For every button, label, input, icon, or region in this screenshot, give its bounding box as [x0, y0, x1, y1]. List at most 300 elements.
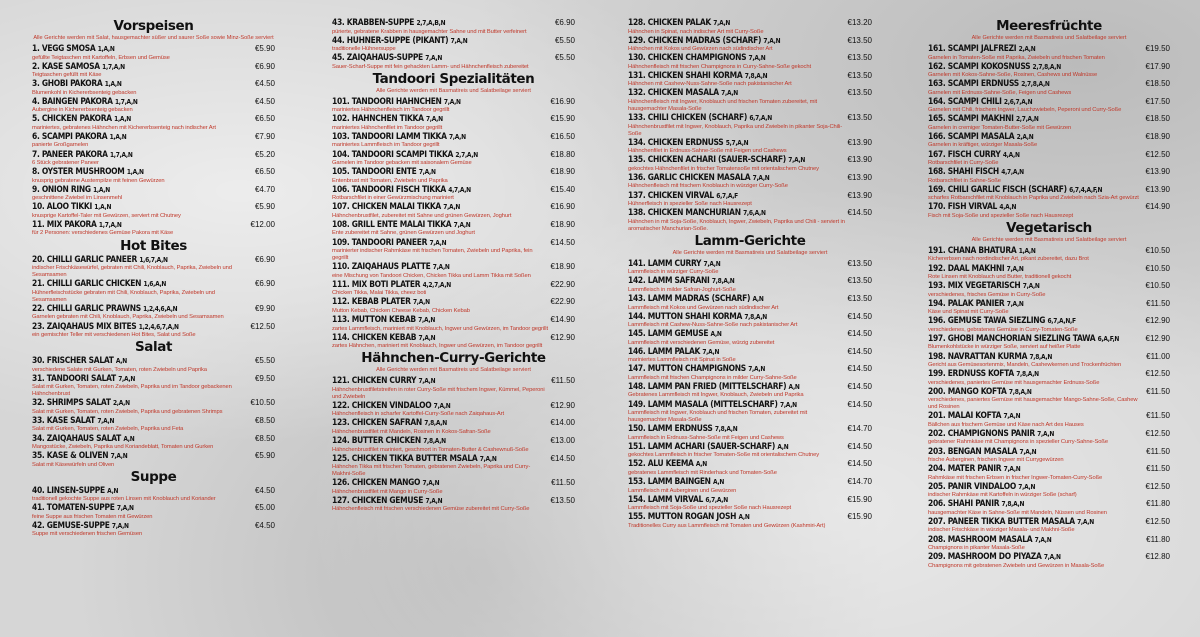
- allergen-codes: 2,A,N: [112, 399, 130, 408]
- menu-item-name: 207. PANEER TIKKA BUTTER MASALA: [928, 516, 1075, 526]
- allergen-codes: 1,7,A,N: [109, 150, 133, 159]
- menu-item-name: 205. PANIR VINDALOO: [928, 481, 1016, 491]
- menu-item-description: eine Mischung von Tandoori Chicken, Chicken Tikka und Lamm Tikka mit Soßen: [332, 272, 531, 279]
- menu-item: [332, 53, 575, 71]
- menu-item-description: Rotbarschfilet in Curry-Soße: [928, 160, 999, 167]
- menu-item-price: €14.50: [550, 453, 575, 463]
- allergen-codes: 5,7,A,N: [725, 138, 749, 147]
- menu-item-name: 32. SHRIMPS SALAT: [32, 398, 111, 408]
- menu-item-description: Garnelen in Tomaten-Soße mit Paprika, Zwiebeln und frischen Tomaten: [928, 54, 1105, 61]
- menu-item-title: [32, 322, 249, 333]
- menu-item: [628, 400, 872, 425]
- menu-item-title: [628, 477, 846, 488]
- menu-item-title: [928, 114, 1144, 125]
- menu-item-price: €5.90: [254, 451, 275, 461]
- menu-item-price: €6.50: [254, 114, 275, 124]
- menu-item-title: [628, 382, 846, 393]
- menu-item-price: €12.50: [1145, 369, 1170, 379]
- allergen-codes: 7,8,A,N: [711, 277, 735, 286]
- menu-item-name: 132. CHICKEN MASALA: [628, 88, 719, 98]
- menu-item: [32, 255, 275, 280]
- menu-item-title: [332, 418, 549, 429]
- menu-item: [332, 376, 575, 401]
- allergen-codes: 4,2,7,A,N: [422, 280, 451, 289]
- menu-item-name: 5. CHICKEN PAKORA: [32, 114, 112, 124]
- menu-item-name: 149. LAMM MASALA (MITTELSCHARF): [628, 399, 778, 409]
- menu-item-name: 121. CHICKEN CURRY: [332, 376, 417, 386]
- allergen-codes: 7,8,A,N: [423, 437, 446, 446]
- menu-section: [32, 238, 275, 340]
- menu-item-description: Suppe mit verschiedenen frischen Gemüsen: [32, 531, 143, 538]
- menu-item-price: €17.90: [1145, 61, 1170, 71]
- menu-item-description: Rotbarschfilet in einer Gewürzmischung mariniert: [332, 195, 454, 202]
- menu-item-name: 136. GARLIC CHICKEN MASALA: [628, 172, 751, 182]
- allergen-codes: 7,8,A,N: [1029, 352, 1053, 361]
- allergen-codes: 7,A,N: [418, 316, 435, 324]
- menu-item: [32, 220, 275, 238]
- menu-item-title: [928, 429, 1144, 440]
- menu-item-title: [332, 496, 549, 507]
- menu-item-price: €4.50: [254, 79, 275, 89]
- menu-item-price: €11.50: [1146, 386, 1170, 396]
- menu-item-title: [928, 264, 1144, 275]
- allergen-codes: 7,A,N: [1006, 299, 1024, 308]
- menu-item-title: [928, 517, 1144, 528]
- menu-item-name: 135. CHICKEN ACHARI (SAUER-SCHARF): [628, 155, 786, 165]
- menu-item-name: 146. LAMM PALAK: [628, 346, 701, 356]
- menu-item-title: [32, 416, 249, 427]
- menu-item: [928, 552, 1170, 570]
- allergen-codes: 7,8,A,N: [1008, 387, 1032, 396]
- menu-item-title: [32, 486, 249, 497]
- menu-item-name: 129. CHICKEN MADRAS (SCHARF): [628, 35, 762, 45]
- menu-item: [32, 44, 275, 62]
- menu-item-price: €14.90: [550, 315, 575, 324]
- allergen-codes: 7,A,N: [788, 156, 806, 165]
- menu-item: [332, 436, 575, 454]
- menu-item: [928, 150, 1170, 168]
- menu-item: [332, 18, 575, 36]
- allergen-codes: 7,8,A,N: [1001, 500, 1025, 509]
- menu-item-price: €5.00: [254, 503, 275, 513]
- menu-item: [628, 36, 872, 54]
- menu-item: [32, 185, 275, 203]
- menu-item: [332, 478, 575, 496]
- menu-item-name: 113. MUTTON KEBAB: [332, 315, 416, 324]
- menu-item: [628, 276, 872, 294]
- menu-item: [928, 517, 1170, 535]
- menu-item-price: €14.50: [847, 399, 872, 409]
- menu-item-description: verschiedenes, frisches Gemüse in Curry-Soße: [928, 291, 1046, 298]
- menu-item-description: Rotbarschfilet in Sahne-Soße: [928, 177, 1001, 184]
- menu-item-price: €11.50: [551, 478, 575, 488]
- allergen-codes: 1,6,A,N: [143, 280, 167, 289]
- menu-item-description: Hähnchenfleisch mit frischen Champignons in Curry-Sahne-Soße gekocht: [628, 63, 811, 70]
- menu-item-price: €13.90: [847, 155, 872, 165]
- menu-item: [628, 382, 872, 400]
- allergen-codes: 7,8,A,N: [714, 425, 738, 434]
- allergen-codes: 1,A,N: [114, 115, 131, 124]
- menu-item-name: 35. KÄSE & OLIVEN: [32, 451, 109, 461]
- menu-item-price: €11.50: [1146, 464, 1170, 474]
- allergen-codes: 7,A,N: [703, 259, 721, 268]
- menu-item-description: Salat mit Gurken, Tomaten, roten Zwiebeln, Paprika und im Tandoor gebackenen Hähnchenbrust: [32, 384, 232, 398]
- menu-item-name: 114. CHICKEN KEBAB: [332, 332, 417, 342]
- menu-item-title: [628, 294, 846, 305]
- menu-item-description: Käse und Spinat mit Curry-Soße: [928, 309, 1009, 316]
- menu-item-price: €13.20: [847, 18, 872, 27]
- menu-item-description: zartes Lammfleisch, mariniert mit Knoblauch, Ingwer und Gewürzen, im Tandoor gegrillt: [332, 325, 548, 332]
- menu-section: [628, 233, 872, 530]
- menu-item-price: €11.80: [1146, 534, 1170, 544]
- menu-item-name: 141. LAMM CURRY: [628, 258, 702, 268]
- menu-item-description: Gebratenes Lammfleisch mit Ingwer, Knoblauch, Zwiebeln und Paprika: [628, 392, 804, 399]
- menu-item-price: €10.50: [1145, 281, 1170, 291]
- menu-item-description: mariniertes Hähnchenfleisch im Tandoor gegrillt: [332, 107, 450, 114]
- menu-item-name: 106. TANDOORI FISCH TIKKA: [332, 184, 446, 194]
- section-subtitle: Alle Gerichte werden mit Basmatireis und Salatbeilage serviert: [971, 35, 1127, 41]
- menu-item-title: [928, 150, 1144, 161]
- menu-item-price: €12.50: [1145, 428, 1170, 438]
- allergen-codes: 7,A,N: [763, 36, 781, 45]
- menu-item-description: gekochtes Lammfleisch in frischer Tomaten-Soße mit orientalischem Chutney: [628, 452, 820, 459]
- section-title: Hot Bites: [120, 237, 187, 254]
- allergen-codes: 7,A,N: [418, 333, 436, 342]
- allergen-codes: 7,A,N: [443, 97, 461, 106]
- allergen-codes: 1,A,N: [104, 80, 122, 89]
- menu-item-name: 137. CHICKEN VIRVAL: [628, 190, 714, 200]
- menu-item-name: 107. CHICKEN MALAI TIKKA: [332, 202, 441, 212]
- menu-item-price: €14.50: [847, 441, 872, 451]
- menu-item-price: €16.90: [550, 96, 575, 106]
- allergen-codes: A,N: [788, 382, 800, 391]
- menu-item-name: 103. TANDOORI LAMM TIKKA: [332, 131, 447, 141]
- menu-item-description: Lammfleisch mit frischen Champignons in milder Curry-Sahne-Soße: [628, 374, 797, 381]
- menu-item-title: [332, 454, 549, 465]
- menu-item-name: 142. LAMM SAFRANI: [628, 276, 710, 286]
- menu-item-name: 166. SCAMPI MASALA: [928, 131, 1015, 141]
- menu-item-price: €13.90: [847, 190, 872, 200]
- allergen-codes: 1,7,A,N: [114, 97, 138, 106]
- menu-item-description: Lammfleisch in Erdnuss-Sahne-Soße mit Feigen und Cashews: [628, 434, 784, 441]
- allergen-codes: 1,6,7,A,N: [139, 255, 168, 264]
- allergen-codes: 4,7,A,N: [1001, 168, 1024, 177]
- menu-item-title: [332, 262, 549, 273]
- menu-item-name: 130. CHICKEN CHAMPIGNONS: [628, 53, 747, 63]
- menu-item-description: Hähnchenfleisch mit frischem Knoblauch in würziger Curry-Soße: [628, 183, 788, 190]
- menu-item-description: Hühnerfleischstücke gebraten mit Chili, Knoblauch, Paprika, Zwiebeln und Sesamsamen: [32, 289, 215, 303]
- menu-item-title: [332, 401, 549, 412]
- menu-item-description: Blumenkohlstücke in würziger Soße, serviert auf heißer Platte: [928, 344, 1081, 351]
- menu-item-title: [628, 173, 846, 184]
- menu-item-description: hausgemachter Käse in Sahne-Soße mit Mandeln, Nüssen und Rosinen: [928, 509, 1107, 516]
- allergen-codes: 7,A,N: [702, 347, 720, 356]
- menu-section: [332, 71, 575, 350]
- menu-item-description: verschiedenes, gebratenes Gemüse in Curry-Tomaten-Soße: [928, 326, 1078, 333]
- menu-item-name: 161. SCAMPI JALFREZI: [928, 44, 1017, 53]
- menu-item: [928, 44, 1170, 62]
- menu-item: [32, 451, 275, 469]
- allergen-codes: 1,A,N: [109, 132, 127, 141]
- menu-item: [628, 113, 872, 138]
- menu-item-name: 191. CHANA BHATURA: [928, 245, 1017, 255]
- menu-item-title: [628, 424, 846, 435]
- menu-item: [32, 356, 275, 374]
- menu-item-price: €13.50: [847, 113, 872, 123]
- menu-item: [928, 316, 1170, 334]
- allergen-codes: 1,2,4,6,7,A,N: [138, 322, 179, 331]
- menu-item-price: €14.50: [847, 311, 872, 321]
- menu-item-price: €13.50: [847, 276, 872, 286]
- menu-item-title: [628, 259, 846, 270]
- allergen-codes: 7,A,N: [116, 504, 134, 513]
- menu-item-description: Lammfleisch mit Ingwer, Knoblauch und frischen Tomaten, zubereitet mit hausgemachter Masala-Soße: [628, 410, 808, 424]
- menu-item-title: [928, 167, 1144, 178]
- menu-item-name: 125. CHICKEN TIKKA BUTTER MSALA: [332, 453, 478, 463]
- menu-item-description: scharfes Rotbarschfilet mit Knoblauch in Paprika und Zwiebeln nach Szia-Art gewürzt: [928, 195, 1139, 202]
- menu-item-name: 151. LAMM ACHARI (SAUER-SCHARF): [628, 441, 776, 451]
- allergen-codes: 7,A,N: [1043, 553, 1061, 562]
- menu-item-description: Hühnerfleisch in spezieller Soße nach Hausrezept: [628, 201, 752, 208]
- menu-item-description: traditionell gekochte Suppe aus roten Linsen mit Knoblauch und Koriander: [32, 496, 216, 503]
- menu-item-price: €14.90: [1145, 202, 1170, 212]
- menu-item: [928, 499, 1170, 517]
- menu-item-name: 41. TOMATEN-SUPPE: [32, 503, 115, 513]
- allergen-codes: 7,A,N: [418, 168, 436, 177]
- menu-item-title: [928, 62, 1144, 73]
- menu-item-name: 30. FRISCHER SALAT: [32, 356, 114, 366]
- menu-item-title: [928, 552, 1144, 563]
- menu-column-4: [928, 18, 1170, 570]
- menu-item-title: [332, 220, 549, 231]
- menu-item-description: frische Auberginen, frischen Ingwer mit Currygewürzen: [928, 457, 1064, 464]
- menu-item: [332, 238, 575, 263]
- menu-item-title: [628, 53, 846, 64]
- menu-item-price: €13.00: [550, 436, 575, 446]
- allergen-codes: 7,A,N: [1018, 482, 1036, 491]
- allergen-codes: 7,8,A,N: [744, 312, 767, 321]
- menu-item-title: [928, 447, 1144, 458]
- menu-item-title: [928, 299, 1144, 310]
- allergen-codes: 7,A,N: [752, 173, 770, 182]
- menu-item-price: €4.50: [254, 485, 275, 495]
- menu-item-name: 165. SCAMPI MAKHNI: [928, 114, 1014, 124]
- menu-item-price: €9.50: [254, 373, 275, 383]
- menu-item-description: Hähnchenbrustfilet, zubereitet mit Sahne und grünen Gewürzen, Joghurt: [332, 212, 512, 219]
- menu-item-description: Hähnchen Tikka mit frischen Tomaten, gebratenen Zwiebeln, Paprika und Curry-Makhni-Soße: [332, 464, 531, 478]
- menu-item-title: [628, 459, 846, 470]
- menu-item-name: 133. CHILI CHICKEN (SCHARF): [628, 113, 747, 123]
- section-title: Meeresfrüchte: [996, 18, 1102, 34]
- allergen-codes: 7,A,N: [433, 401, 451, 410]
- menu-item: [628, 71, 872, 89]
- menu-item-title: [928, 185, 1144, 196]
- menu-item: [32, 374, 275, 399]
- menu-item-title: [628, 208, 846, 219]
- menu-item-price: €4.50: [254, 520, 275, 530]
- menu-item-title: [32, 451, 249, 462]
- menu-item-name: 143. LAMM MADRAS (SCHARF): [628, 294, 751, 303]
- menu-item-title: [628, 36, 846, 47]
- allergen-codes: A,N: [695, 460, 707, 469]
- menu-item-price: €18.90: [550, 219, 575, 229]
- menu-item-description: knusprig gebratene Austernpilze mit feinen Gewürzen: [32, 177, 165, 184]
- allergen-codes: A,N: [115, 357, 127, 366]
- menu-item-description: mariniertes Lammfleisch im Tandoor gegrillt: [332, 142, 440, 149]
- allergen-codes: 7,A,N: [432, 263, 450, 272]
- menu-item-name: 109. TANDOORI PANEER: [332, 237, 428, 247]
- menu-item-name: 131. CHICKEN SHAHI KORMA: [628, 70, 743, 80]
- menu-item: [628, 347, 872, 365]
- menu-item: [928, 246, 1170, 264]
- allergen-codes: 2,7,A,B,N: [416, 19, 446, 27]
- menu-item-price: €13.50: [847, 35, 872, 45]
- menu-item-description: Sauer-Scharf-Suppe mit fein gehackten Lamm- und Hähnchenfleisch zubereitet: [332, 63, 529, 70]
- menu-item-title: [32, 202, 249, 213]
- menu-item-description: Champignons in pikanter Masala-Soße: [928, 545, 1025, 552]
- menu-item: [332, 454, 575, 479]
- menu-item-description: Aubergine in Kichererbsenteig gebacken: [32, 107, 133, 114]
- menu-item-description: 6 Stück gebratener Paneer: [32, 160, 99, 167]
- allergen-codes: 4,A,N: [999, 203, 1017, 212]
- menu-item-price: €14.50: [847, 208, 872, 218]
- allergen-codes: A,N: [738, 513, 750, 522]
- menu-item-price: €5.50: [554, 53, 575, 63]
- menu-item-price: €18.90: [550, 167, 575, 177]
- menu-item-price: €12.90: [1145, 316, 1170, 326]
- allergen-codes: 7,6,A,N: [743, 209, 766, 218]
- allergen-codes: A,N: [752, 295, 764, 303]
- allergen-codes: 7,A,N: [422, 479, 440, 488]
- menu-item-title: [32, 167, 249, 178]
- menu-item-name: 154. LAMM VIRVAL: [628, 494, 703, 504]
- allergen-codes: 4,A,N: [1002, 150, 1020, 159]
- menu-item-description: pürierte, gebratene Krabben in hausgemachter Sahne und mit Butter verfeinert: [332, 28, 527, 35]
- menu-item-title: [332, 167, 549, 178]
- menu-item-name: 2. KÄSE SAMOSA: [32, 61, 100, 71]
- menu-item: [928, 535, 1170, 553]
- allergen-codes: 7,8,A,N: [424, 419, 447, 428]
- section-title: Salat: [134, 339, 173, 356]
- menu-item-price: €8.50: [254, 433, 275, 443]
- menu-item: [32, 434, 275, 452]
- menu-item-price: €10.50: [1145, 263, 1170, 273]
- allergen-codes: 7,A,N: [1003, 465, 1021, 474]
- menu-item-title: [928, 44, 1144, 55]
- menu-item-name: 206. SHAHI PANIR: [928, 499, 1000, 509]
- section-subtitle: Alle Gerichte werden mit Basmatireis und Salatbeilage serviert: [971, 236, 1127, 243]
- menu-item-price: €13.90: [847, 172, 872, 182]
- menu-item-price: €12.00: [250, 219, 275, 229]
- menu-item-name: 201. MALAI KOFTA: [928, 411, 1002, 421]
- menu-item-price: €13.50: [550, 495, 575, 505]
- menu-item-title: [628, 312, 846, 323]
- allergen-codes: 7,A,N: [453, 220, 471, 229]
- menu-item: [928, 464, 1170, 482]
- menu-section: [32, 18, 275, 238]
- menu-item-price: €14.50: [550, 237, 575, 247]
- menu-item-description: gebratener Rahmkäse mit Champignons in spezieller Curry-Sahne-Soße: [928, 439, 1108, 446]
- menu-item-price: €5.50: [554, 35, 575, 45]
- allergen-codes: 6,7,A,N,F: [1047, 317, 1076, 326]
- menu-item-description: Gericht aus Gemüsesortenmix, Mandeln, Cashewkernen und Trockenfrüchten: [928, 362, 1122, 368]
- menu-item: [32, 62, 275, 80]
- menu-item: [928, 429, 1170, 447]
- menu-item-name: 126. CHICKEN MANGO: [332, 478, 421, 488]
- menu-item: [628, 173, 872, 191]
- menu-item-description: panierte Großgarnelen: [32, 142, 89, 149]
- allergen-codes: 6,7,A,F: [716, 191, 738, 200]
- allergen-codes: 7,A,N: [1003, 412, 1021, 421]
- menu-item: [628, 459, 872, 477]
- allergen-codes: 7,A,N: [721, 89, 738, 98]
- menu-item-title: [928, 535, 1144, 546]
- menu-item-name: 203. BENGAN MASALA: [928, 446, 1018, 456]
- allergen-codes: 1,A,N: [94, 203, 112, 212]
- menu-item-title: [332, 36, 549, 47]
- menu-item-price: €13.50: [847, 294, 872, 303]
- menu-item: [32, 398, 275, 416]
- allergen-codes: 7,A,N: [425, 496, 443, 505]
- section-title: Suppe: [130, 468, 177, 485]
- allergen-codes: 1,A,N: [126, 168, 144, 177]
- menu-item: [332, 220, 575, 238]
- menu-item-title: [928, 387, 1144, 398]
- menu-item-description: Lammfleisch in würziger Curry-Soße: [628, 269, 719, 276]
- menu-item-price: €11.50: [1146, 411, 1170, 421]
- menu-item: [928, 202, 1170, 220]
- menu-item-name: 204. MATER PANIR: [928, 464, 1002, 474]
- menu-item-price: €12.50: [250, 321, 275, 331]
- menu-item-price: €14.50: [847, 381, 872, 391]
- menu-item-description: Rote Linsen mit Knoblauch und Butter, traditionell gekocht: [928, 274, 1072, 281]
- menu-item: [928, 369, 1170, 387]
- menu-item-title: [332, 436, 549, 447]
- menu-item-title: [32, 503, 249, 514]
- menu-item-title: [628, 18, 846, 29]
- menu-item-name: 209. MASHROOM DO PIYAZA: [928, 552, 1042, 562]
- menu-item-name: 110. ZAIQAHAUS PLATTE: [332, 262, 431, 272]
- menu-item-description: indischer Frischkäsewürfel, gebraten mit Chili, Knoblauch, Paprika, Zwiebeln und Sesamsamen: [32, 265, 232, 279]
- menu-item: [628, 364, 872, 382]
- menu-item-description: knusprige Kartoffel-Taler mit Gewürzen, serviert mit Chutney: [32, 212, 181, 219]
- allergen-codes: 1,7,A,N: [102, 62, 125, 71]
- menu-item: [332, 114, 575, 132]
- menu-section: [332, 18, 575, 71]
- allergen-codes: 7,A,N: [1034, 535, 1052, 544]
- menu-item-title: [332, 280, 549, 291]
- menu-item-description: Salat mit Käsewürfeln und Oliven: [32, 461, 115, 468]
- menu-item-price: €6.90: [254, 279, 275, 289]
- menu-item-description: feine Suppe aus frischen Tomaten mit Gewürzen: [32, 513, 153, 520]
- allergen-codes: 2,7,A,N: [1015, 115, 1039, 124]
- menu-item-name: 168. SHAHI FISCH: [928, 167, 999, 177]
- menu-item-description: Lammfleisch mit Kokos und Gewürzen nach südindischer Art: [628, 304, 779, 311]
- menu-item-price: €11.50: [1146, 298, 1170, 308]
- menu-item-name: 162. SCAMPI KOKOSNUSS: [928, 61, 1031, 71]
- menu-item-name: 200. MANGO KOFTA: [928, 386, 1007, 396]
- menu-item: [332, 401, 575, 419]
- menu-item-name: 8. OYSTER MUSHROOM: [32, 167, 125, 177]
- menu-item-name: 11. MIX PAKORA: [32, 219, 97, 229]
- menu-item-price: €12.50: [1145, 149, 1170, 159]
- menu-item-description: Garnelen in kräftiger, würziger Masala-Soße: [928, 142, 1038, 149]
- menu-item-title: [332, 53, 549, 64]
- allergen-codes: A,N: [710, 330, 722, 339]
- menu-item-title: [32, 521, 249, 532]
- menu-item-description: Hähnchenfleisch in scharfer Kartoffel-Curry-Soße nach Zaiqahaus-Art: [332, 411, 505, 418]
- menu-item-description: Lammfleisch mit Auberginen und Gewürzen: [628, 487, 737, 494]
